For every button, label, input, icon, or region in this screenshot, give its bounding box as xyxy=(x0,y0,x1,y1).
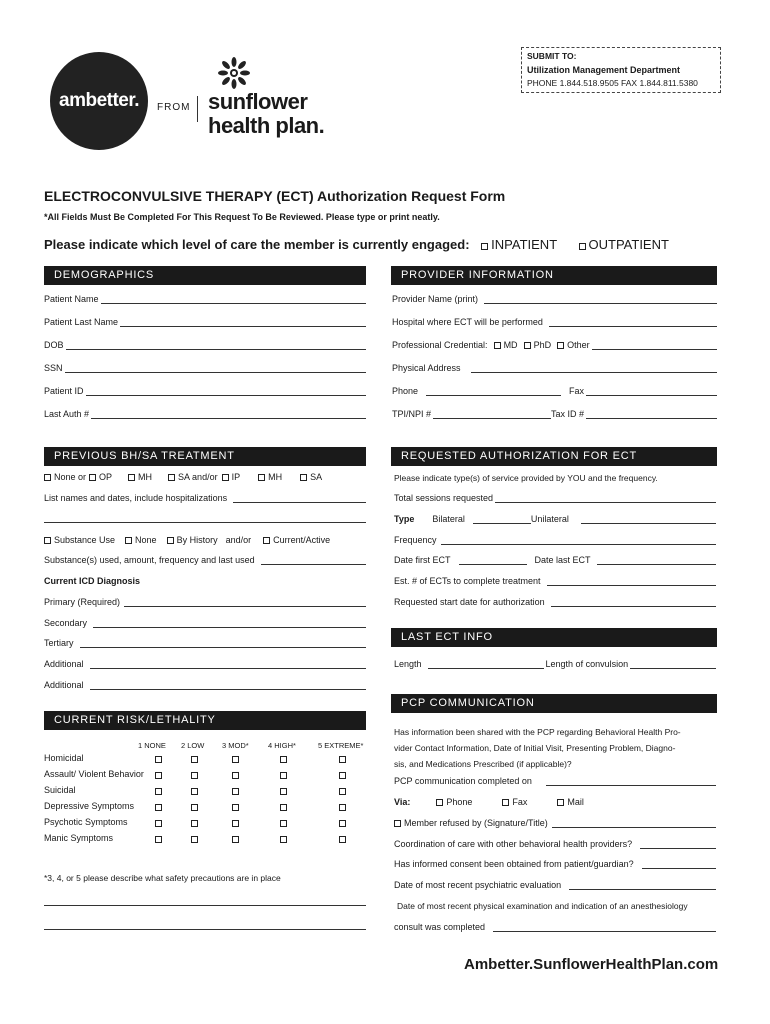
current-active-checkbox[interactable] xyxy=(263,535,330,545)
patient-id-field[interactable] xyxy=(44,386,366,396)
provider-name-field[interactable] xyxy=(392,294,717,304)
field-label: Patient Name xyxy=(44,294,99,304)
risk-column-header-extreme: 5 EXTREME* xyxy=(318,741,364,750)
convulsion-label: Length of convulsion xyxy=(545,659,629,669)
field-label: Patient Last Name xyxy=(44,317,119,327)
input-line[interactable] xyxy=(80,639,366,648)
risk-checkbox[interactable] xyxy=(191,804,198,811)
risk-column-header-low: 2 LOW xyxy=(181,741,205,750)
checkbox-icon xyxy=(263,537,270,544)
checkbox-icon xyxy=(167,537,174,544)
none-checkbox[interactable] xyxy=(125,535,157,545)
input-line[interactable] xyxy=(90,681,366,690)
unilateral-label: Unilateral xyxy=(530,514,569,524)
input-line[interactable] xyxy=(569,881,716,890)
sa2-checkbox[interactable] xyxy=(300,472,322,482)
outpatient-label: OUTPATIENT xyxy=(588,237,669,252)
length-field[interactable] xyxy=(394,659,716,669)
checkbox-icon xyxy=(557,342,564,349)
field-label: PCP communication completed on xyxy=(394,776,532,786)
submit-to-dept: Utilization Management Department xyxy=(527,65,681,75)
submit-to-title: SUBMIT TO: xyxy=(527,51,577,61)
pcp-info-question xyxy=(394,724,719,772)
type-field[interactable] xyxy=(394,514,716,524)
checkbox-icon xyxy=(394,820,401,827)
risk-checkbox[interactable] xyxy=(232,772,239,779)
last-auth-field[interactable] xyxy=(44,409,366,419)
field-label: Last Auth # xyxy=(44,409,90,419)
pcp-info-line: sis, and Medications Prescribed (if applicable)? xyxy=(394,759,572,769)
risk-row xyxy=(44,833,366,848)
ambetter-logo-text: ambetter. xyxy=(59,90,139,111)
dob-field[interactable] xyxy=(44,340,366,350)
risk-column-header-high: 4 HIGH* xyxy=(268,741,296,750)
checkbox-icon xyxy=(125,537,132,544)
none-label: None xyxy=(135,535,157,545)
field-label: SSN xyxy=(44,363,63,373)
start-date-field[interactable] xyxy=(394,597,716,607)
pcp-header: PCP COMMUNICATION xyxy=(391,694,717,713)
field-label: Patient ID xyxy=(44,386,84,396)
andor-label: and/or xyxy=(225,535,252,545)
inpatient-checkbox[interactable] xyxy=(481,237,557,252)
input-line[interactable] xyxy=(44,514,366,523)
type-label: Type xyxy=(394,514,415,524)
via-mail-checkbox[interactable] xyxy=(557,797,584,807)
fax-input-line[interactable] xyxy=(586,387,717,396)
field-label: Total sessions requested xyxy=(394,493,494,503)
input-line[interactable] xyxy=(552,819,716,828)
risk-checkbox[interactable] xyxy=(339,804,346,811)
via-phone-checkbox[interactable] xyxy=(436,797,472,807)
logo-divider xyxy=(197,96,198,122)
est-ects-field[interactable] xyxy=(394,576,716,586)
none-or-checkbox[interactable] xyxy=(44,472,86,482)
submit-to-phone: PHONE 1.844.518.9505 FAX 1.844.811.5380 xyxy=(527,78,698,88)
last-ect-header: LAST ECT INFO xyxy=(391,628,717,647)
length-label: Length xyxy=(394,659,422,669)
checkbox-icon xyxy=(481,243,488,250)
consent-field[interactable] xyxy=(394,859,716,869)
ssn-field[interactable] xyxy=(44,363,366,373)
via-mail-label: Mail xyxy=(567,797,584,807)
field-label: Provider Name (print) xyxy=(392,294,479,304)
previous-treatment-header: PREVIOUS BH/SA TREATMENT xyxy=(44,447,366,466)
ambetter-logo xyxy=(50,52,148,150)
risk-column-header-mod: 3 MOD* xyxy=(222,741,249,750)
checkbox-icon xyxy=(89,474,96,481)
risk-checkbox[interactable] xyxy=(339,772,346,779)
mh-checkbox[interactable] xyxy=(128,472,152,482)
via-fax-checkbox[interactable] xyxy=(502,797,527,807)
risk-row-label: Manic Symptoms xyxy=(44,833,114,843)
total-sessions-field[interactable] xyxy=(394,493,716,503)
bilateral-label: Bilateral xyxy=(432,514,465,524)
secondary-field[interactable] xyxy=(44,618,366,628)
safety-precautions-note xyxy=(44,873,366,883)
coordination-field[interactable] xyxy=(394,839,716,849)
risk-checkbox[interactable] xyxy=(191,836,198,843)
risk-row-label: Homicidal xyxy=(44,753,84,763)
checkbox-icon xyxy=(128,474,135,481)
date-first-input-line[interactable] xyxy=(459,556,527,565)
provider-info-header: PROVIDER INFORMATION xyxy=(391,266,717,285)
date-last-input-line[interactable] xyxy=(597,556,716,565)
checkbox-icon xyxy=(524,342,531,349)
substances-field[interactable] xyxy=(44,555,366,565)
taxid-label: Tax ID # xyxy=(551,409,585,419)
safety-precautions-line-1[interactable] xyxy=(44,897,366,906)
other-label: Other xyxy=(567,340,590,350)
sunflower-logo-text: sunflower xyxy=(208,89,308,114)
input-line[interactable] xyxy=(484,295,717,304)
level-of-care-row xyxy=(44,237,669,252)
input-line[interactable] xyxy=(642,860,716,869)
input-line[interactable] xyxy=(441,536,716,545)
sa-andor-label: SA and/or xyxy=(178,472,218,482)
input-line[interactable] xyxy=(261,556,366,565)
additional-field-1[interactable] xyxy=(44,659,366,669)
list-names-field[interactable] xyxy=(44,493,366,503)
risk-row xyxy=(44,817,366,832)
date-first-label: Date first ECT xyxy=(394,555,451,565)
input-line[interactable] xyxy=(547,577,716,586)
checkbox-icon xyxy=(300,474,307,481)
form-subtitle: *All Fields Must Be Completed For This Request To Be Reviewed. Please type or print neatly. xyxy=(44,212,440,222)
field-label: Date of most recent psychiatric evaluation xyxy=(394,880,562,890)
risk-row xyxy=(44,753,366,768)
input-line[interactable] xyxy=(495,494,716,503)
field-label: DOB xyxy=(44,340,64,350)
member-refused-field[interactable] xyxy=(394,818,716,828)
input-line[interactable] xyxy=(91,410,366,419)
field-label: Hospital where ECT will be performed xyxy=(392,317,543,327)
consult-completed-field[interactable] xyxy=(394,922,716,932)
from-label: FROM xyxy=(157,102,191,113)
other-checkbox[interactable] xyxy=(557,340,590,350)
risk-checkbox[interactable] xyxy=(232,836,239,843)
length-input-line[interactable] xyxy=(428,660,544,669)
input-line[interactable] xyxy=(471,364,717,373)
checkbox-icon xyxy=(222,474,229,481)
via-label: Via: xyxy=(394,797,411,807)
by-history-checkbox[interactable] xyxy=(167,535,218,545)
field-label: Tertiary xyxy=(44,638,74,648)
risk-row-label: Psychotic Symptoms xyxy=(44,817,128,827)
current-active-label: Current/Active xyxy=(273,535,331,545)
risk-row xyxy=(44,769,366,784)
op-checkbox[interactable] xyxy=(89,472,112,482)
outpatient-checkbox[interactable] xyxy=(579,237,669,252)
risk-row-label: Assault/ Violent Behavior xyxy=(44,769,144,779)
input-line[interactable] xyxy=(90,660,366,669)
input-line[interactable] xyxy=(640,840,716,849)
unilateral-input-line[interactable] xyxy=(581,515,716,524)
risk-checkbox[interactable] xyxy=(280,756,287,763)
substance-use-checkbox[interactable] xyxy=(44,535,115,545)
checkbox-icon xyxy=(44,474,51,481)
psych-eval-field[interactable] xyxy=(394,880,716,890)
tpi-taxid-field[interactable] xyxy=(392,409,717,419)
risk-checkbox[interactable] xyxy=(280,820,287,827)
phd-label: PhD xyxy=(533,340,552,350)
checkbox-icon xyxy=(494,342,501,349)
icd-title-label: Current ICD Diagnosis xyxy=(44,576,141,586)
risk-checkbox[interactable] xyxy=(339,820,346,827)
risk-checkbox[interactable] xyxy=(155,804,162,811)
field-label: Est. # of ECTs to complete treatment xyxy=(394,576,541,586)
checkbox-icon xyxy=(579,243,586,250)
ip-label: IP xyxy=(231,472,241,482)
tertiary-field[interactable] xyxy=(44,638,366,648)
risk-row-label: Depressive Symptoms xyxy=(44,801,135,811)
field-label: List names and dates, include hospitalizations xyxy=(44,493,228,503)
input-line[interactable] xyxy=(44,921,366,930)
field-label: Frequency xyxy=(394,535,437,545)
input-line[interactable] xyxy=(66,341,366,350)
risk-checkbox[interactable] xyxy=(191,820,198,827)
field-label: Substance(s) used, amount, frequency and last used xyxy=(44,555,255,565)
sa-andor-checkbox[interactable] xyxy=(168,472,218,482)
risk-row xyxy=(44,801,366,816)
risk-checkbox[interactable] xyxy=(232,820,239,827)
md-checkbox[interactable] xyxy=(494,340,518,350)
credential-field[interactable] xyxy=(392,340,717,350)
frequency-field[interactable] xyxy=(394,535,716,545)
phone-input-line[interactable] xyxy=(426,387,561,396)
field-label: Requested start date for authorization xyxy=(394,597,545,607)
input-line[interactable] xyxy=(592,341,717,350)
input-line[interactable] xyxy=(551,598,716,607)
level-of-care-question: Please indicate which level of care the member is currently engaged: xyxy=(44,237,470,252)
risk-checkbox[interactable] xyxy=(232,804,239,811)
risk-row-label: Suicidal xyxy=(44,785,76,795)
patient-name-field[interactable] xyxy=(44,294,366,304)
checkbox-icon xyxy=(436,799,443,806)
risk-checkbox[interactable] xyxy=(280,804,287,811)
checkbox-icon xyxy=(502,799,509,806)
member-refused-checkbox[interactable] xyxy=(394,818,548,828)
indicate-label: Please indicate type(s) of service provided by YOU and the frequency. xyxy=(394,473,658,483)
field-label: Primary (Required) xyxy=(44,597,121,607)
field-label: Physical Address xyxy=(392,363,461,373)
risk-checkbox[interactable] xyxy=(280,836,287,843)
phone-label: Phone xyxy=(392,386,419,396)
input-line[interactable] xyxy=(233,494,366,503)
risk-column-header-none: 1 NONE xyxy=(138,741,166,750)
md-label: MD xyxy=(503,340,518,350)
substance-use-label: Substance Use xyxy=(54,535,116,545)
phone-fax-field[interactable] xyxy=(392,386,717,396)
mh2-checkbox[interactable] xyxy=(258,472,282,482)
list-names-continued[interactable] xyxy=(44,514,366,523)
convulsion-input-line[interactable] xyxy=(630,660,716,669)
pcp-completed-field[interactable] xyxy=(394,776,716,786)
field-label: Date of most recent physical examination and indication of an anesthesiology xyxy=(397,901,688,911)
date-last-label: Date last ECT xyxy=(534,555,591,565)
primary-field[interactable] xyxy=(44,597,366,607)
risk-checkbox[interactable] xyxy=(155,756,162,763)
via-fax-label: Fax xyxy=(512,797,528,807)
patient-last-name-field[interactable] xyxy=(44,317,366,327)
hospital-field[interactable] xyxy=(392,317,717,327)
icd-title xyxy=(44,576,366,586)
substance-use-options xyxy=(44,535,374,545)
checkbox-icon xyxy=(557,799,564,806)
risk-checkbox[interactable] xyxy=(191,788,198,795)
input-line[interactable] xyxy=(124,598,366,607)
sunflower-icon xyxy=(218,57,250,89)
risk-checkbox[interactable] xyxy=(191,772,198,779)
risk-checkbox[interactable] xyxy=(339,788,346,795)
physical-exam-text xyxy=(397,901,719,911)
safety-note-label: *3, 4, or 5 please describe what safety precautions are in place xyxy=(44,873,281,883)
pcp-info-line: Has information been shared with the PCP regarding Behavioral Health Pro- xyxy=(394,727,681,737)
ect-dates-field[interactable] xyxy=(394,555,716,565)
field-label: Coordination of care with other behavioral health providers? xyxy=(394,839,633,849)
risk-header: CURRENT RISK/LETHALITY xyxy=(44,711,366,730)
fax-label: Fax xyxy=(569,386,585,396)
tpi-label: TPI/NPI # xyxy=(392,409,432,419)
phd-checkbox[interactable] xyxy=(524,340,552,350)
risk-checkbox[interactable] xyxy=(339,836,346,843)
via-phone-label: Phone xyxy=(446,797,473,807)
input-line[interactable] xyxy=(65,364,366,373)
health-plan-logo-text: health plan. xyxy=(208,113,325,138)
by-history-label: By History xyxy=(176,535,218,545)
input-line[interactable] xyxy=(120,318,366,327)
bilateral-input-line[interactable] xyxy=(473,515,531,524)
form-title: ELECTROCONVULSIVE THERAPY (ECT) Authorization Request Form xyxy=(44,188,506,204)
risk-checkbox[interactable] xyxy=(155,820,162,827)
field-label: Member refused by (Signature/Title) xyxy=(404,818,548,828)
inpatient-label: INPATIENT xyxy=(491,237,557,252)
requested-auth-header: REQUESTED AUTHORIZATION FOR ECT xyxy=(391,447,717,466)
field-label: Secondary xyxy=(44,618,88,628)
footer-url[interactable]: Ambetter.SunflowerHealthPlan.com xyxy=(464,956,719,973)
risk-checkbox[interactable] xyxy=(339,756,346,763)
input-line[interactable] xyxy=(93,619,366,628)
tpi-input-line[interactable] xyxy=(433,410,551,419)
field-label: Additional xyxy=(44,680,84,690)
op-label: OP xyxy=(99,472,113,482)
checkbox-icon xyxy=(258,474,265,481)
sa2-label: SA xyxy=(310,472,323,482)
input-line[interactable] xyxy=(546,777,716,786)
checkbox-icon xyxy=(44,537,51,544)
demographics-header: DEMOGRAPHICS xyxy=(44,266,366,285)
risk-checkbox[interactable] xyxy=(191,756,198,763)
mh2-label: MH xyxy=(268,472,283,482)
additional-field-2[interactable] xyxy=(44,680,366,690)
risk-checkbox[interactable] xyxy=(155,836,162,843)
risk-checkbox[interactable] xyxy=(232,756,239,763)
safety-precautions-line-2[interactable] xyxy=(44,921,366,930)
none-or-label: None or xyxy=(54,472,87,482)
risk-checkbox[interactable] xyxy=(155,772,162,779)
ip-checkbox[interactable] xyxy=(222,472,241,482)
checkbox-icon xyxy=(168,474,175,481)
input-line[interactable] xyxy=(44,897,366,906)
field-label: Additional xyxy=(44,659,84,669)
field-label: Has informed consent been obtained from patient/guardian? xyxy=(394,859,634,869)
service-indicate-text xyxy=(394,473,719,483)
input-line[interactable] xyxy=(549,318,717,327)
previous-treatment-options xyxy=(44,472,374,482)
mh-label: MH xyxy=(138,472,153,482)
physical-address-field[interactable] xyxy=(392,363,717,373)
taxid-input-line[interactable] xyxy=(586,410,717,419)
risk-checkbox[interactable] xyxy=(232,788,239,795)
risk-checkbox[interactable] xyxy=(155,788,162,795)
field-label: consult was completed xyxy=(394,922,486,932)
input-line[interactable] xyxy=(86,387,366,396)
pcp-via-options xyxy=(394,797,716,807)
pcp-info-line: vider Contact Information, Date of Initial Visit, Presenting Problem, Diagno- xyxy=(394,743,676,753)
field-label: Professional Credential: xyxy=(392,340,488,350)
submit-to-box xyxy=(521,47,721,93)
risk-checkbox[interactable] xyxy=(280,772,287,779)
risk-row xyxy=(44,785,366,800)
risk-checkbox[interactable] xyxy=(280,788,287,795)
input-line[interactable] xyxy=(493,923,716,932)
input-line[interactable] xyxy=(101,295,366,304)
